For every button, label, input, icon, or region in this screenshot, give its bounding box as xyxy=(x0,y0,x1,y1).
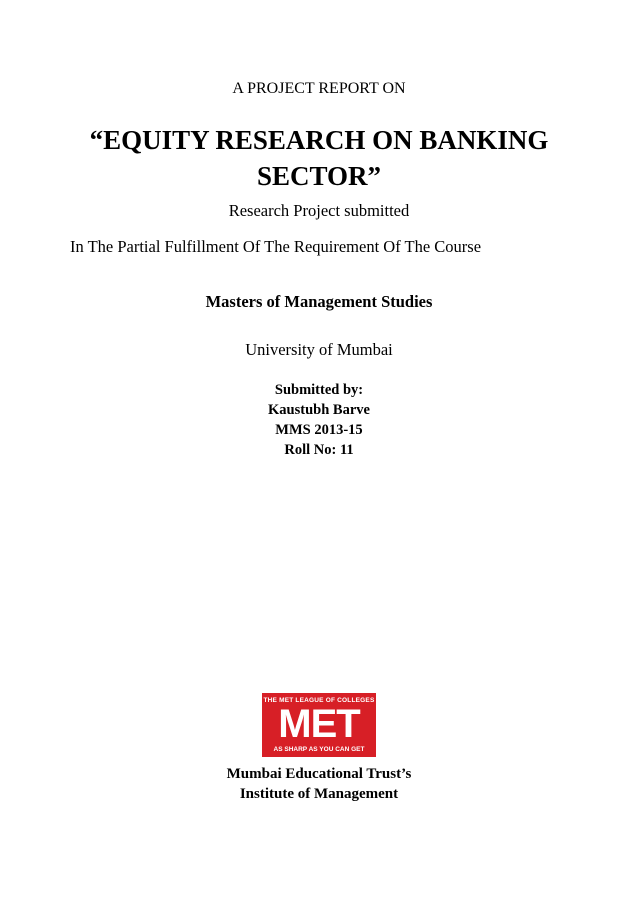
met-logo-top-text: THE MET LEAGUE OF COLLEGES xyxy=(263,697,375,704)
report-title xyxy=(0,122,638,194)
report-title-line-1: “EQUITY RESEARCH ON BANKING xyxy=(89,125,549,155)
degree-name: Masters of Management Studies xyxy=(205,292,433,311)
met-logo-main-text: MET xyxy=(278,702,360,746)
submission-details xyxy=(0,380,638,460)
met-logo xyxy=(262,693,376,757)
student-batch: MMS 2013-15 xyxy=(275,422,363,438)
institute-name-line-2: Institute of Management xyxy=(239,786,399,802)
report-preheading: A PROJECT REPORT ON xyxy=(232,80,406,97)
student-name: Kaustubh Barve xyxy=(268,402,370,418)
met-logo-tagline: AS SHARP AS YOU CAN GET xyxy=(273,746,365,753)
submitted-by-label: Submitted by: xyxy=(274,382,364,398)
institute-name-line-1: Mumbai Educational Trust’s xyxy=(226,766,412,782)
report-title-line-2: SECTOR” xyxy=(256,161,382,191)
fulfillment-statement: In The Partial Fulfillment Of The Requirement Of The Course xyxy=(70,237,482,256)
report-subtitle: Research Project submitted xyxy=(228,201,410,220)
institute-name xyxy=(0,764,638,804)
student-roll-number: Roll No: 11 xyxy=(284,442,354,458)
university-name: University of Mumbai xyxy=(245,340,393,359)
